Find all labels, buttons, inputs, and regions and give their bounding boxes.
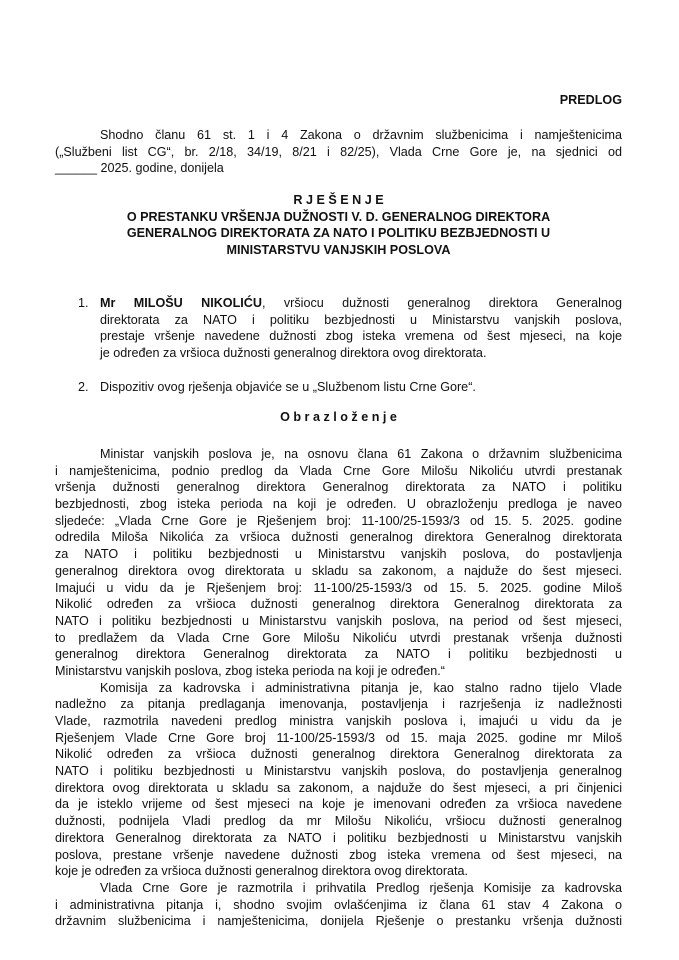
decision-title-main: R J E Š E N J E bbox=[293, 193, 384, 207]
text-line: dužnosti, podnijela Vladi predlog da mr Milošu Nikoliću, vršiocu dužnosti generalnog bbox=[55, 814, 622, 829]
text-line: generalnog direktora ovog direktorata u skladu sa zakonom, a najduže do šest mjeseci. bbox=[55, 563, 622, 578]
text-line: Nikolić određen za vršioca dužnosti generalnog direktora Generalnog direktorata za bbox=[55, 747, 622, 762]
decision-title-line: MINISTARSTVU VANJSKIH POSLOVA bbox=[226, 243, 451, 258]
text-line: ______ 2025. godine, donijela bbox=[55, 161, 224, 176]
decision-title-line: O PRESTANKU VRŠENJA DUŽNOSTI V. D. GENERALNOG DIREKTORA bbox=[126, 209, 551, 224]
text-line: direktorata za NATO i politiku bezbjednosti u Ministarstvu vanjskih poslova, bbox=[100, 312, 622, 327]
text-line: Rješenjem Vlade Crne Gore broj 11-100/25-1593/3 od 15. maja 2025. godine mr Miloš bbox=[55, 730, 622, 745]
preamble bbox=[55, 127, 622, 177]
item-number: 1. bbox=[78, 296, 89, 310]
text-fragment: , vršiocu dužnosti generalnog direktora Generalnog bbox=[261, 296, 622, 310]
item-number: 2. bbox=[78, 380, 89, 394]
text-line: Komisija za kadrovska i administrativna pitanja je, kao stalno radno tijelo Vlade bbox=[100, 680, 622, 695]
text-line: Vlade, razmotrila navedeni predlog ministra vanjskih poslova i, imajući u vidu da je bbox=[55, 714, 622, 728]
text-line: državnim službenicima i namještenicima, donijela Rješenje o prestanku vršenja dužnosti bbox=[55, 914, 622, 929]
text-line: Vlada Crne Gore je razmotrila i prihvatila Predlog rješenja Komisije za kadrovska bbox=[100, 880, 622, 895]
text-line: Imajući u vidu da je Rješenjem broj: 11-100/25-1593/3 od 15. 5. 2025. godine Miloš bbox=[55, 580, 622, 595]
text-line: Nikolić određen za vršioca dužnosti generalnog direktora Generalnog direktorata za bbox=[55, 597, 622, 612]
text-line: i administrativna pitanja i, shodno svojim ovlašćenjima iz člana 61 stav 4 Zakona o bbox=[55, 897, 622, 912]
text-line: koje je određen za vršioca dužnosti generalnog direktora ovog direktorata. bbox=[55, 864, 469, 879]
text-line: generalnog direktora Generalnog direktorata za NATO i politiku bezbjednosti u bbox=[55, 647, 622, 662]
text-line: prestaje vršenje navedene dužnosti zbog isteka vremena od šest mjeseci, na koje bbox=[100, 329, 622, 344]
decision-title bbox=[55, 192, 622, 259]
text-line: Shodno članu 61 st. 1 i 4 Zakona o državnim službenicima i namještenicima bbox=[100, 128, 622, 142]
decision-item-1 bbox=[78, 295, 622, 362]
text-line bbox=[100, 295, 622, 312]
text-line: odredila Miloša Nikolića za vršioca dužnosti generalnog direktora Generalnog direktorata bbox=[55, 530, 622, 545]
text-line: direktora Generalnog direktorata za NATO i politiku bezbjednosti u Ministarstvu vanjskih bbox=[55, 830, 622, 845]
text-line: Ministarstvu vanjskih poslova, zbog isteka perioda na koji je određen.“ bbox=[55, 663, 445, 678]
text-line: za NATO i politiku bezbjednosti u Ministarstvu vanjskih poslova, do postavljenja bbox=[55, 547, 622, 562]
text-line: direktora ovog direktorata u skladu sa zakonom, a najduže do šest mjeseci, a pri činjenici bbox=[55, 780, 622, 795]
text-line: NATO i politiku bezbjednosti u Ministarstvu vanjskih poslova, na period od šest mjeseci, bbox=[55, 613, 622, 628]
text-line: („Službeni list CG“, br. 2/18, 34/19, 8/21 i 82/25), Vlada Crne Gore je, na sjednici od bbox=[55, 144, 622, 159]
text-line: i namještenicima, podnio predlog da Vlada Crne Gore Milošu Nikoliću utvrdi prestanak bbox=[55, 463, 622, 478]
text-line: Dispozitiv ovog rješenja objaviće se u „Službenom listu Crne Gore“. bbox=[100, 380, 476, 394]
text-line: vršenja dužnosti generalnog direktora Generalnog direktorata za NATO i politiku bbox=[55, 480, 622, 495]
text-line: Ministar vanjskih poslova je, na osnovu člana 61 Zakona o državnim službenicima bbox=[100, 447, 622, 461]
reasoning-body bbox=[55, 446, 622, 930]
text-line: sljedeće: „Vlada Crne Gore je Rješenjem broj: 11-100/25-1593/3 od 15. 5. 2025. godine bbox=[55, 513, 622, 528]
text-line: bezbjednosti, zbog isteka perioda na koji je određen. U obrazloženju predloga je naveo bbox=[55, 497, 622, 512]
decision-item-2 bbox=[78, 379, 622, 396]
text-line: nadležno za pitanja predlaganja imenovanja, postavljenja i razrješenja iz nadležnosti bbox=[55, 697, 622, 712]
person-name: Mr MILOŠU NIKOLIĆU bbox=[100, 296, 262, 310]
text-line: poslova, prestane vršenje navedene dužnosti zbog isteka vremena od šest mjeseci, na bbox=[55, 847, 622, 862]
text-line: da je isteklo vrijeme od šest mjeseci na koje je imenovani određen za vršioca navedene bbox=[55, 797, 622, 812]
text-line: je određen za vršioca dužnosti generalnog direktora ovog direktorata. bbox=[100, 346, 487, 361]
reasoning-heading: O b r a z l o ž e n j e bbox=[280, 410, 397, 424]
decision-title-line: GENERALNOG DIREKTORATA ZA NATO I POLITIKU BEZBJEDNOSTI U bbox=[126, 226, 551, 241]
text-line: to predlažem da Vlada Crne Gore Milošu Nikoliću utvrdi prestanak vršenja dužnosti bbox=[55, 630, 622, 645]
text-line: NATO i politiku bezbjednosti u Ministarstvu vanjskih poslova, do postavljenja generalnog bbox=[55, 764, 622, 779]
document-status-label: PREDLOG bbox=[559, 93, 622, 107]
